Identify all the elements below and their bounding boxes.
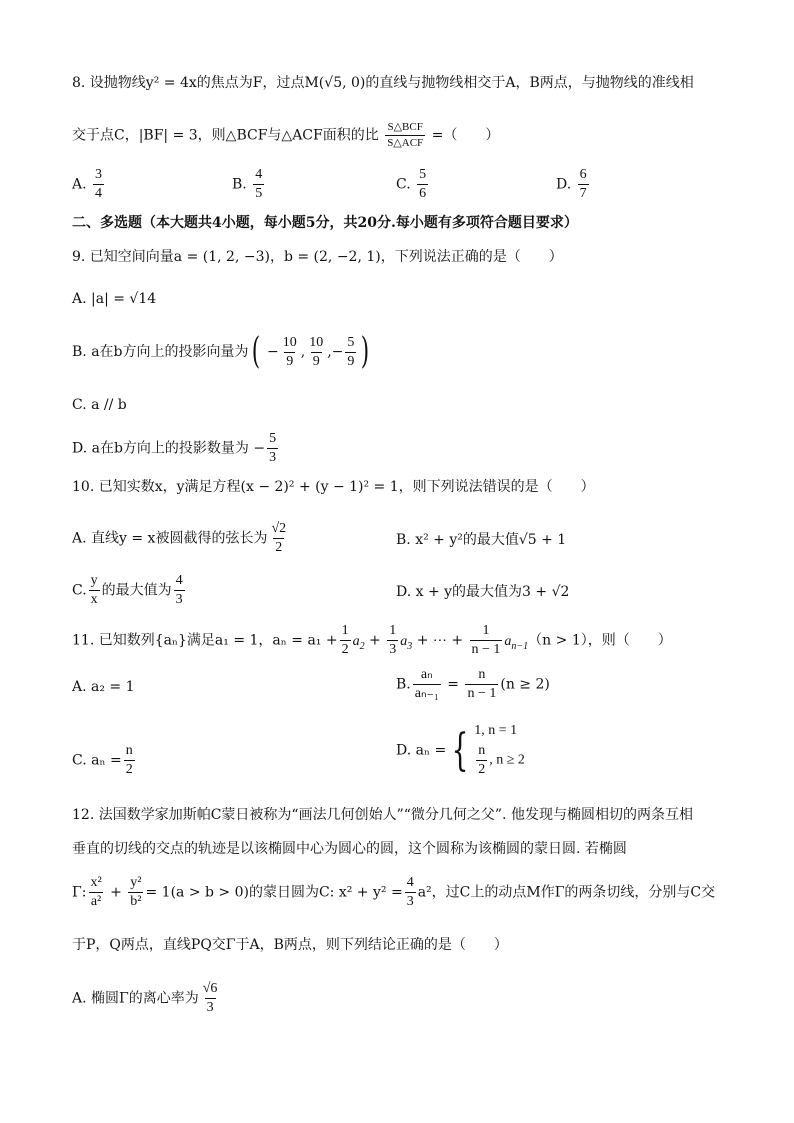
q8-line1: 8. 设抛物线y² = 4x的焦点为F，过点M(√5, 0)的直线与抛物线相交于A，B两点，与抛物线的准线相 xyxy=(72,75,694,91)
q8-option-b-den: 5 xyxy=(255,186,263,201)
q9-b-frac-1-den: 9 xyxy=(286,353,294,369)
q8-option-a xyxy=(72,168,106,201)
q10-c-rden: 3 xyxy=(175,592,183,607)
q8-option-c xyxy=(396,168,430,201)
q11-half-num: 1 xyxy=(341,623,349,638)
q11-c-num: n xyxy=(125,743,133,758)
q11-c-den: 2 xyxy=(125,762,133,777)
q10-a-den: 2 xyxy=(275,540,283,555)
q10-a-frac xyxy=(269,522,288,555)
q10-c-frac-left xyxy=(89,574,100,607)
q11-last-den: n − 1 xyxy=(471,642,501,657)
q11-b-rden: n − 1 xyxy=(467,686,497,701)
q9-stem: 9. 已知空间向量a = (1, 2, −3)，b = (2, −2, 1)，下列说法正确的是（ ） xyxy=(72,249,563,265)
q12-x-frac xyxy=(88,876,103,909)
q11-d-brace: { xyxy=(451,724,469,776)
q10-option-a xyxy=(72,522,290,555)
q10-stem: 10. 已知实数x，y满足方程(x − 2)² + (y − 1)² = 1，则下列说法错误的是（ ） xyxy=(72,479,595,495)
q8-option-a-num: 3 xyxy=(95,167,103,182)
q9-option-a: A. |a| = √14 xyxy=(72,291,157,307)
q9-d-den: 3 xyxy=(269,450,277,465)
q11-option-c xyxy=(72,744,137,777)
q11-d-case2-num: n xyxy=(478,743,486,758)
q10-a-num: √2 xyxy=(271,521,287,536)
q12-line2: 垂直的切线的交点的轨迹是以该椭圆中心为圆心的圆，这个圆称为该椭圆的蒙日圆. 若椭圆 xyxy=(72,841,627,857)
q12-x-den: a² xyxy=(90,894,102,909)
q8-option-a-den: 4 xyxy=(95,186,103,201)
q9-left-paren: ( xyxy=(251,331,260,372)
q9-d-frac xyxy=(267,432,278,465)
q11-d-case2-suffix: , n ≥ 2 xyxy=(489,752,525,768)
q10-option-c-prefix: C. xyxy=(72,582,87,599)
q8-option-a-frac xyxy=(93,168,104,201)
q12-a-den: 3 xyxy=(206,1000,214,1015)
q11-d-case1: 1, n = 1 xyxy=(474,723,518,738)
q11-last-num: 1 xyxy=(482,623,490,638)
q8-option-d-label: D. xyxy=(556,176,572,193)
q12-option-a xyxy=(72,982,221,1015)
q10-c-num: y xyxy=(90,573,98,588)
q12-y-num: y² xyxy=(130,875,142,890)
q8-option-c-num: 5 xyxy=(419,167,427,182)
q11-b-lnum: aₙ xyxy=(420,667,433,682)
q8-option-d-num: 6 xyxy=(579,167,587,182)
q11-option-b-prefix: B. xyxy=(396,676,411,693)
q12-line1: 12. 法国数学家加斯帕C蒙日被称为“画法几何创始人”“微分几何之父”. 他发现与椭圆相切的两条互相 xyxy=(72,807,693,823)
q12-line3-suffix: a²，过C上的动点M作Γ的两条切线，分别与C交 xyxy=(417,884,716,901)
q11-b-frac-right xyxy=(465,668,498,701)
q11-d-cases xyxy=(474,724,525,777)
q9-option-b: B. a在b方向上的投影向量为( − $\frac{10}{9}$ , $\frac{10}{9}$ ,− $\frac{5}{9}$ ) xyxy=(72,331,370,372)
q8-option-d xyxy=(556,168,591,201)
q9-right-paren: ) xyxy=(361,331,370,372)
q10-c-frac-right xyxy=(174,574,185,607)
q11-an-1: $a_{n-1}$ xyxy=(504,633,529,652)
q11-last xyxy=(470,624,503,657)
q9-b-frac-1-num: 10 xyxy=(282,334,297,350)
q9-b-frac-3 xyxy=(345,336,356,369)
q12-line4: 于P，Q两点，直线PQ交Γ于A，B两点，则下列结论正确的是（ ） xyxy=(72,937,508,953)
q8-area-ratio xyxy=(385,122,425,149)
q8-option-c-label: C. xyxy=(396,176,411,193)
q9-option-d xyxy=(72,432,280,465)
q11-b-lden: aₙ₋₁ xyxy=(414,686,439,701)
q11-third-num: 1 xyxy=(389,623,397,638)
q11-option-b: B. $\frac{\text{aₙ}}{\text{aₙ₋₁}}$ = $\frac{n}{n - 1}$ (n ≥ 2) xyxy=(396,667,550,701)
q10-option-a-prefix: A. 直线y = x被圆截得的弦长为 xyxy=(72,530,268,547)
q8-option-b-label: B. xyxy=(232,176,247,193)
q12-four-thirds-num: 4 xyxy=(406,875,414,890)
q10-option-c xyxy=(72,574,187,607)
q8-option-b xyxy=(232,168,266,201)
section-heading-multiple-choice: 二、多选题（本大题共4小题，每小题5分，共20分.每小题有多项符合题目要求） xyxy=(72,215,578,231)
q9-b-frac-1 xyxy=(281,336,299,369)
q8-option-b-frac xyxy=(253,168,264,201)
q10-c-den: x xyxy=(90,592,98,607)
q10-option-b: B. x² + y²的最大值√5 + 1 xyxy=(396,532,567,548)
q9-b-frac-2-den: 9 xyxy=(312,353,320,369)
q9-b-sign-3: − xyxy=(331,344,344,360)
q8-line2-prefix: 交于点C，|BF| = 3，则△BCF与△ACF面积的比 xyxy=(72,127,379,144)
q8-option-a-label: A. xyxy=(72,176,87,193)
q8-line2 xyxy=(72,122,499,149)
q12-four-thirds-den: 3 xyxy=(406,894,414,909)
q10-c-rnum: 4 xyxy=(175,573,183,588)
q11-option-d-prefix: D. aₙ = xyxy=(396,742,447,759)
q9-b-frac-3-den: 9 xyxy=(347,353,355,369)
q11-stem-prefix: 11. 已知数列{aₙ}满足a₁ = 1，aₙ = a₁ + xyxy=(72,632,338,649)
q11-d-case2 xyxy=(474,744,525,777)
q8-option-b-num: 4 xyxy=(255,167,263,182)
q12-a-num: √6 xyxy=(202,981,218,996)
q9-option-d-prefix: D. a在b方向上的投影数量为 − xyxy=(72,440,266,457)
q11-third-den: 3 xyxy=(389,642,397,657)
q11-half xyxy=(340,624,351,657)
q11-b-rnum: n xyxy=(478,667,486,682)
q11-a3: $a_3$ xyxy=(400,633,413,652)
q11-stem: 11. 已知数列{aₙ}满足a₁ = 1，aₙ = a₁ + $\frac{1}{2}$ $a_2$ + $\frac{1}{3}$ $a_3$ + ⋯ + $\frac{1}{n - 1}$ $a_{n-1}(n > 1)$，则（ ） xyxy=(72,623,672,657)
q12-line3-mid: = 1(a > b > 0)的蒙日圆为C: x² + y² = xyxy=(145,884,403,901)
q11-b-suffix: (n ≥ 2) xyxy=(500,676,550,693)
q11-third xyxy=(387,624,398,657)
q10-c-mid: 的最大值为 xyxy=(101,582,172,599)
q11-option-a: A. a₂ = 1 xyxy=(72,679,135,695)
q12-y-frac xyxy=(128,876,143,909)
q11-a2: $a_2$ xyxy=(352,633,365,652)
q9-b-frac-2-num: 10 xyxy=(309,334,324,350)
q11-b-frac-left xyxy=(413,668,441,701)
q11-half-den: 2 xyxy=(341,642,349,657)
q11-option-c-prefix: C. aₙ = xyxy=(72,752,122,769)
q11-stem-suffix: （n > 1），则（ ） xyxy=(528,632,672,649)
q9-d-num: 5 xyxy=(269,431,277,446)
q12-a-frac xyxy=(201,982,220,1015)
q11-d-case2-frac xyxy=(476,744,487,777)
q9-option-b-prefix: B. a在b方向上的投影向量为 xyxy=(72,344,249,360)
q8-option-c-den: 6 xyxy=(419,186,427,201)
q9-option-c: C. a // b xyxy=(72,397,127,413)
q11-c-frac xyxy=(124,744,135,777)
q11-d-case2-den: 2 xyxy=(478,762,486,777)
q12-line3: Γ: $\frac{\text{x²}}{\text{a²}}$ + $\frac{\text{y²}}{\text{b²}}$ = 1(a > b > 0)的蒙日圆为C: x² + y² = $\frac{4}{3}$ a²，过C上的动点M作Γ的两条切线，分别与C交 xyxy=(72,875,716,909)
q10-option-d: D. x + y的最大值为3 + √2 xyxy=(396,584,570,600)
q11-option-d xyxy=(396,724,525,777)
q8-option-d-frac xyxy=(578,168,589,201)
q8-ratio-den: S△ACF xyxy=(387,137,424,149)
q9-b-frac-3-num: 5 xyxy=(347,334,355,350)
q9-b-frac-2 xyxy=(307,336,325,369)
q8-line2-suffix: =（ ） xyxy=(431,127,500,144)
q12-line3-prefix: Γ: xyxy=(72,884,87,901)
q12-y-den: b² xyxy=(130,894,142,909)
q8-ratio-num: S△BCF xyxy=(387,121,423,133)
q12-option-a-prefix: A. 椭圆Γ的离心率为 xyxy=(72,990,199,1007)
q12-x-num: x² xyxy=(90,875,102,890)
q8-option-d-den: 7 xyxy=(579,186,587,201)
q12-four-thirds xyxy=(405,876,416,909)
q8-option-c-frac xyxy=(417,168,428,201)
q9-b-sign-1: − xyxy=(267,344,279,360)
